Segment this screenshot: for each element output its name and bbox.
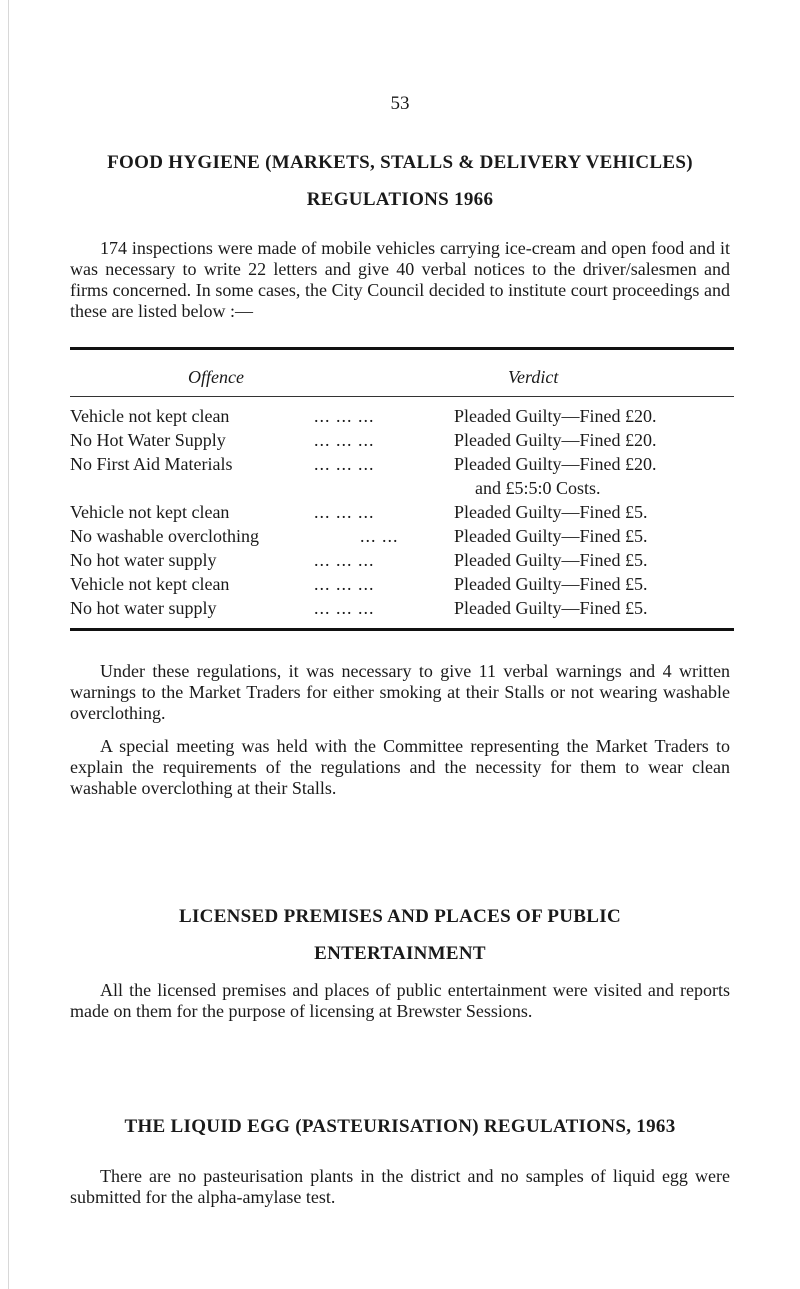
table-row <box>70 502 734 526</box>
dot-leaders: ... ... ... <box>314 550 375 570</box>
food-hygiene-heading-line1: FOOD HYGIENE (MARKETS, STALLS & DELIVERY VEHICLES) <box>107 152 693 173</box>
verdict-cell: Pleaded Guilty—Fined £20. <box>454 454 657 474</box>
liquid-egg-paragraph: There are no pasteurisation plants in the district and no samples of liquid egg were submitted for the alpha-amylase test. <box>70 1166 730 1207</box>
table-row <box>70 550 734 574</box>
verdict-cell: Pleaded Guilty—Fined £20. <box>454 430 657 450</box>
dot-leaders: ... ... ... <box>314 406 375 426</box>
licensed-premises-heading-line1: LICENSED PREMISES AND PLACES OF PUBLIC <box>179 906 621 927</box>
table-row <box>70 598 734 622</box>
table-row <box>70 574 734 598</box>
food-hygiene-intro: 174 inspections were made of mobile vehicles carrying ice-cream and open food and it was necessary to write 22 letters and give 40 verbal notices to the driver/salesmen and firms concerned. In some cases, the City Council decided to institute court proceedings and these are listed below :— <box>70 238 730 321</box>
food-hygiene-heading-line2: REGULATIONS 1966 <box>306 189 494 210</box>
table-row <box>70 406 734 430</box>
offence-cell: No Hot Water Supply <box>70 430 226 450</box>
table-row <box>70 430 734 454</box>
dot-leaders: ... ... ... <box>314 574 375 594</box>
licensed-premises-paragraph: All the licensed premises and places of public entertainment were visited and reports made on them for the purpose of licensing at Brewster Sessions. <box>70 980 730 1021</box>
offence-cell: Vehicle not kept clean <box>70 406 230 426</box>
dot-leaders: ... ... ... <box>314 598 375 618</box>
verdict-cell: Pleaded Guilty—Fined £5. <box>454 598 648 618</box>
offence-cell: No washable overclothing <box>70 526 259 546</box>
verdict-column-header: Verdict <box>508 367 559 387</box>
table-bottom-rule <box>70 628 734 631</box>
page-margin-line <box>8 0 9 1289</box>
licensed-premises-heading-line2: ENTERTAINMENT <box>314 943 486 964</box>
table-row <box>70 526 734 550</box>
verdict-cell: Pleaded Guilty—Fined £20. <box>454 406 657 426</box>
special-meeting-paragraph: A special meeting was held with the Committee representing the Market Traders to explain the requirements of the regulations and the necessity for them to wear clean washable overclothing at their Stalls. <box>70 736 730 798</box>
offence-cell: No hot water supply <box>70 550 217 570</box>
verdict-costs-note: and £5:5:0 Costs. <box>475 478 601 498</box>
verdict-cell: Pleaded Guilty—Fined £5. <box>454 574 648 594</box>
table-row <box>70 454 734 498</box>
dot-leaders: ... ... ... <box>314 454 375 474</box>
offence-column-header: Offence <box>188 367 244 387</box>
dot-leaders: ... ... <box>360 526 399 546</box>
warnings-paragraph: Under these regulations, it was necessary to give 11 verbal warnings and 4 written warnings to the Market Traders for either smoking at their Stalls or not wearing washable overclothing. <box>70 661 730 723</box>
offence-cell: Vehicle not kept clean <box>70 502 230 522</box>
table-header-rule <box>70 396 734 397</box>
offence-cell: No hot water supply <box>70 598 217 618</box>
verdict-cell: Pleaded Guilty—Fined £5. <box>454 526 648 546</box>
dot-leaders: ... ... ... <box>314 430 375 450</box>
licensed-premises-heading <box>70 898 730 972</box>
offence-cell: Vehicle not kept clean <box>70 574 230 594</box>
verdict-cell: Pleaded Guilty—Fined £5. <box>454 550 648 570</box>
offence-cell: No First Aid Materials <box>70 454 233 474</box>
page-number: 53 <box>390 93 410 114</box>
dot-leaders: ... ... ... <box>314 502 375 522</box>
liquid-egg-heading: THE LIQUID EGG (PASTEURISATION) REGULATIONS, 1963 <box>124 1116 676 1137</box>
table-top-rule <box>70 347 734 350</box>
verdict-cell: Pleaded Guilty—Fined £5. <box>454 502 648 522</box>
food-hygiene-heading <box>70 144 730 218</box>
